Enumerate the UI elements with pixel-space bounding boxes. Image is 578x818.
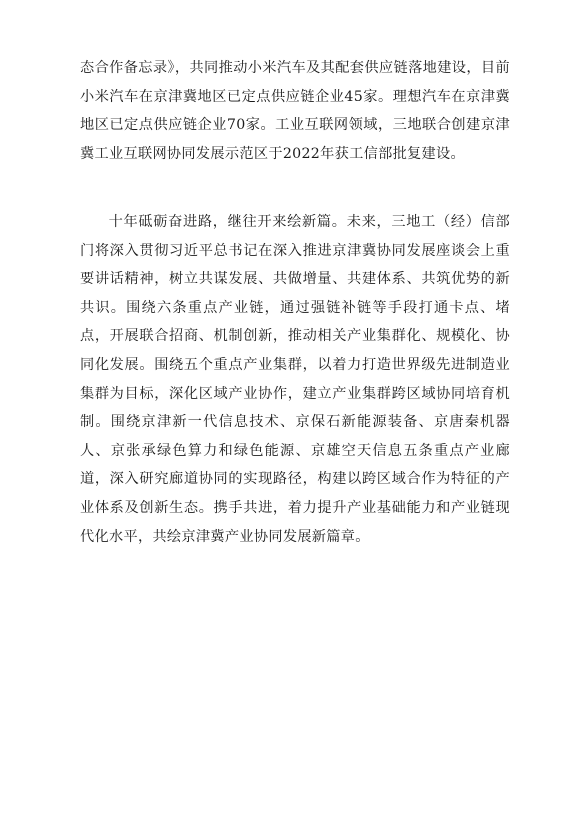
paragraph-outlook: 十年砥砺奋进路，继往开来绘新篇。未来，三地工（经）信部门将深入贯彻习近平总书记在深入推进京津冀协同发展座谈会上重要讲话精神，树立共谋发展、共做增量、共建体系、共筑优势的新共识。围绕六条重点产业链，通过强链补链等手段打通卡点、堵点，开展联合招商、机制创新，推动相关产业集群化、规模化、协同化发展。围绕五个重点产业集群，以着力打造世界级先进制造业集群为目标，深化区域产业协作，建立产业集群跨区域协同培育机制。围绕京津新一代信息技术、京保石新能源装备、京唐秦机器人、京张承绿色算力和绿色能源、京雄空天信息五条重点产业廊道，深入研究廊道协同的实现路径，构建以跨区域合作为特征的产业体系及创新生态。携手共进，着力提升产业基础能力和产业链现代化水平，共绘京津冀产业协同发展新篇章。 [80,214,510,545]
paragraph-continuation: 态合作备忘录》，共同推动小米汽车及其配套供应链落地建设，目前小米汽车在京津冀地区已定点供应链企业45家。理想汽车在京津冀地区已定点供应链企业70家。工业互联网领域，三地联合创建京津冀工业互联网协同发展示范区于2022年获工信部批复建设。 [80,60,510,162]
